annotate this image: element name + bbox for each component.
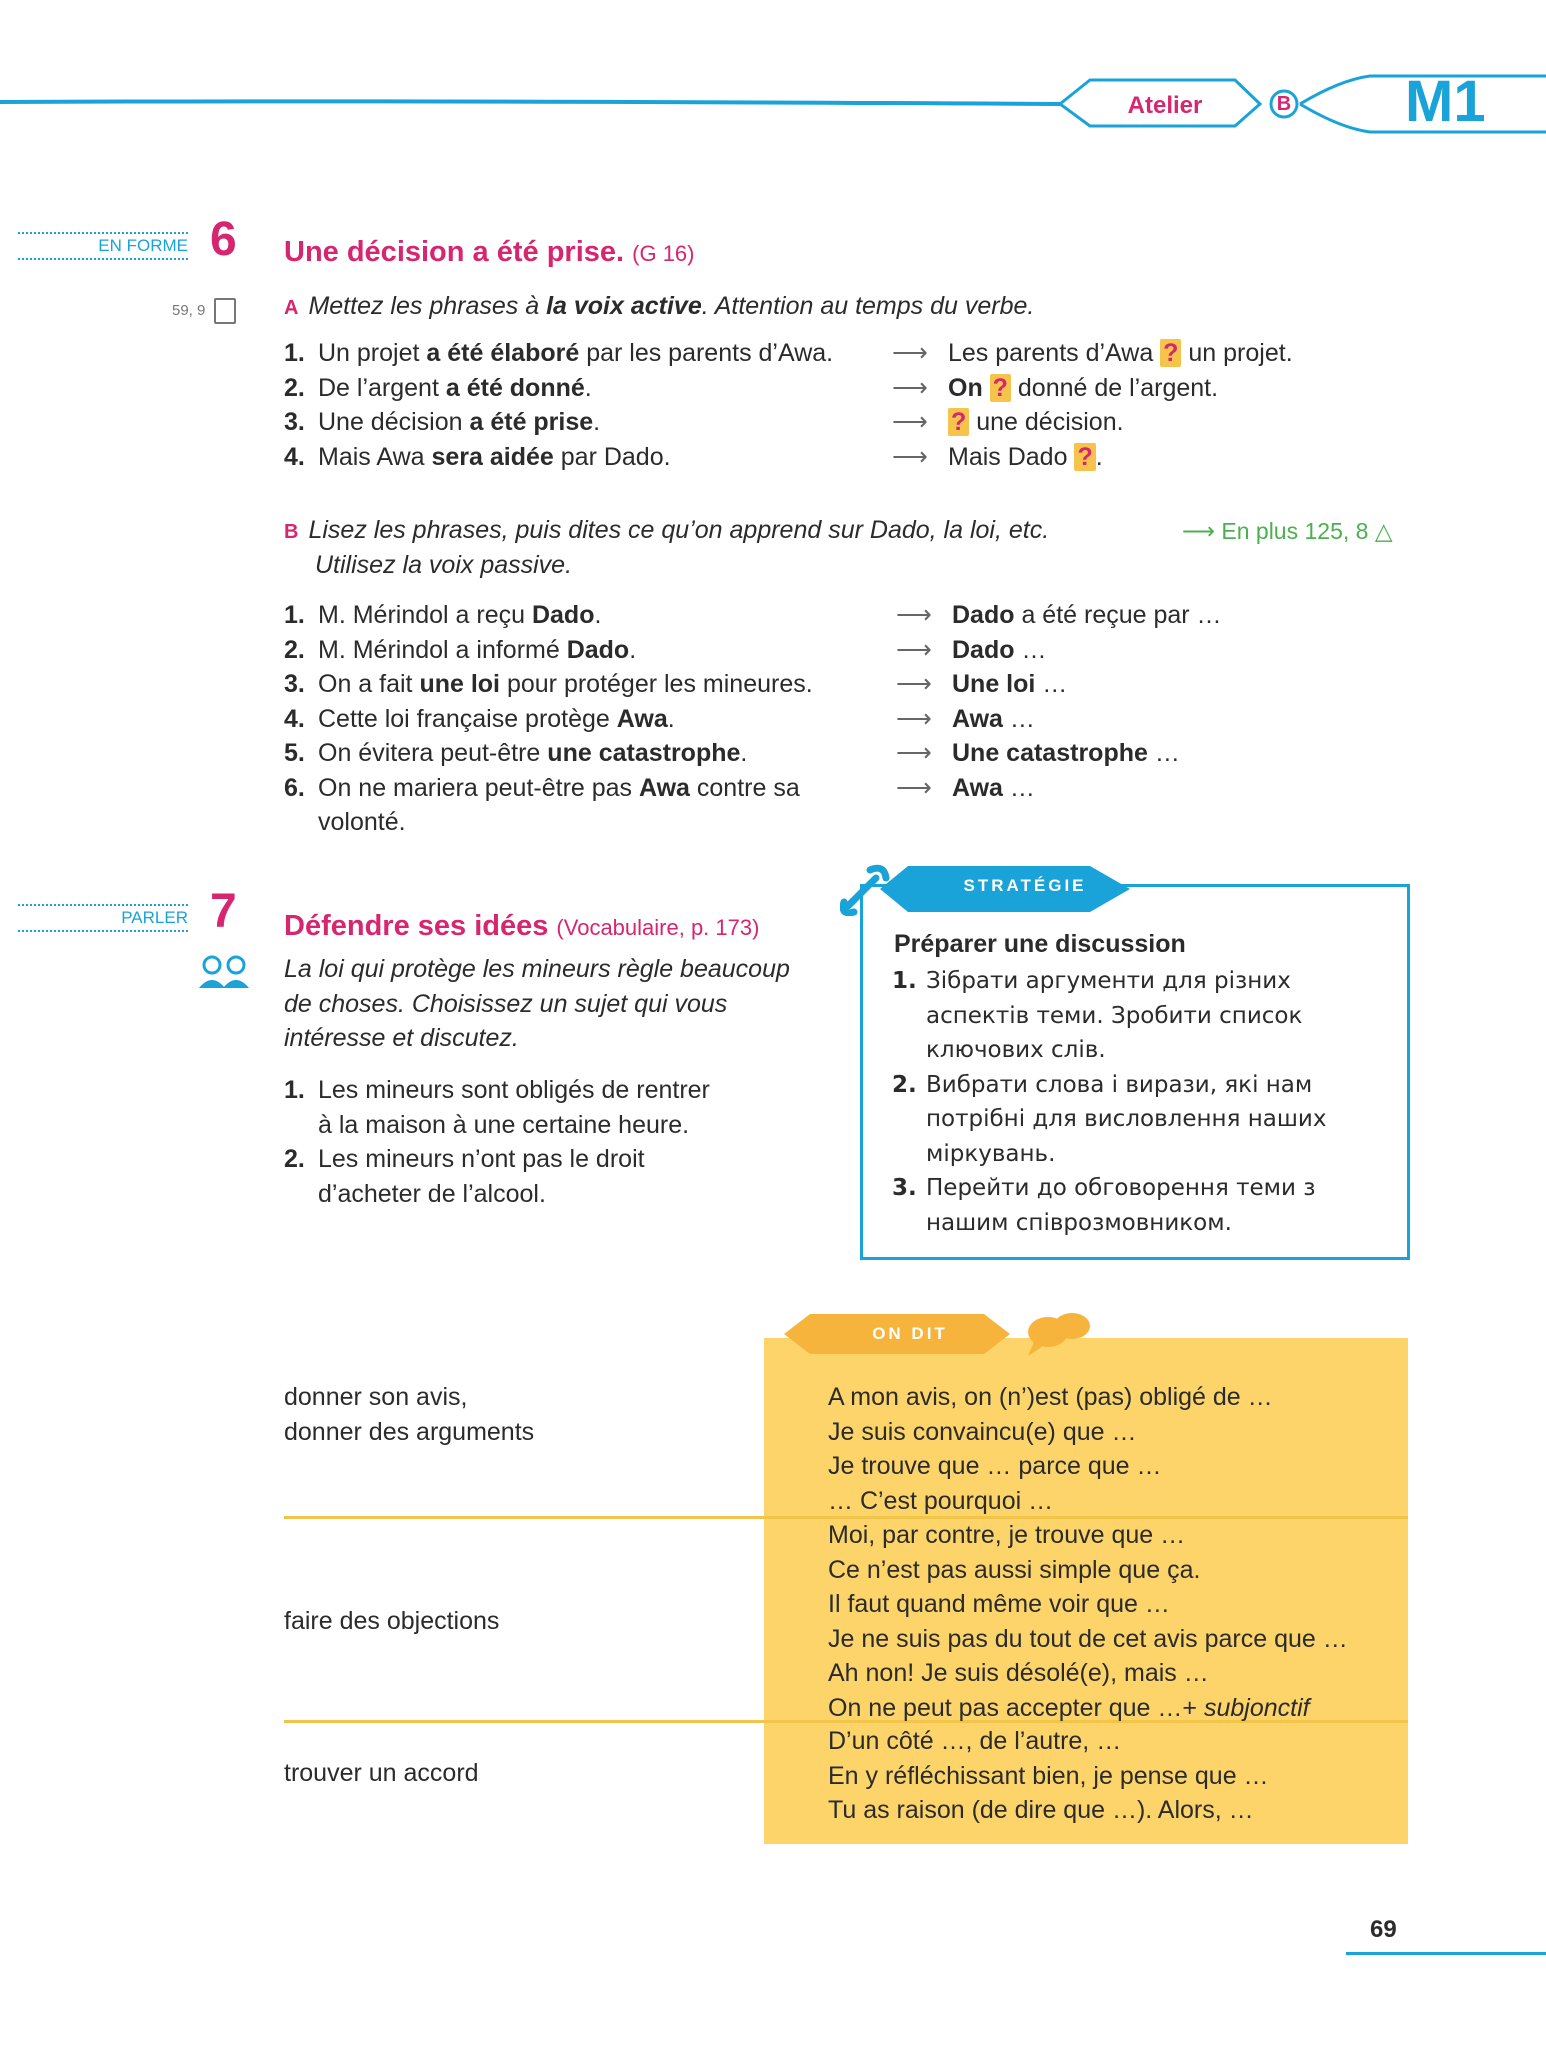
ex6a-answers xyxy=(892,336,1293,474)
module-label: M1 xyxy=(1405,69,1486,134)
on-dit-phrases xyxy=(828,1724,1269,1828)
on-dit-phrases xyxy=(828,1518,1348,1725)
ex7-title xyxy=(284,910,759,943)
phrase: Ce n’est pas aussi simple que ça. xyxy=(828,1555,1201,1584)
arrow-icon: ⟶ xyxy=(892,373,928,402)
phrase: Je suis convaincu(e) que … xyxy=(828,1417,1137,1446)
on-dit-function xyxy=(284,1756,479,1791)
phrase: En y réfléchissant bien, je pense que … xyxy=(828,1761,1269,1790)
ex7-number: 7 xyxy=(210,885,237,938)
list-item: 1. Un projet a été élaboré par les parents d’Awa. xyxy=(284,339,834,367)
answer-item: ⟶ Awa … xyxy=(896,702,1222,737)
ex6-number: 6 xyxy=(210,213,237,266)
footer-rule xyxy=(1346,1952,1546,1955)
arrow-icon: ⟶ xyxy=(896,635,932,664)
answer-item: ⟶ Une catastrophe … xyxy=(896,736,1222,771)
list-item: 2. Les mineurs n’ont pas le droit xyxy=(284,1145,645,1173)
answer-item: ⟶ Dado … xyxy=(896,633,1222,668)
ex7-title-text: Défendre ses idées xyxy=(284,910,549,942)
function-label: trouver un accord xyxy=(284,1759,479,1787)
strategy-item: 2. Вибрати слова і вирази, які нам xyxy=(892,1071,1313,1098)
workbook-icon xyxy=(214,298,236,324)
ex6b-list xyxy=(284,598,813,840)
answer-item: ⟶ Awa … xyxy=(896,771,1222,806)
on-dit-label: ON DIT xyxy=(872,1324,948,1343)
arrow-icon: ⟶ xyxy=(896,670,932,698)
workbook-ref: 59, 9 xyxy=(172,301,206,319)
answer-item: ⟶ On ? donné de l’argent. xyxy=(892,371,1293,406)
phrase: Tu as raison (de dire que …). Alors, … xyxy=(828,1796,1254,1824)
ex6-title-text: Une décision a été prise. xyxy=(284,236,625,268)
list-item-cont: d’acheter de l’alcool. xyxy=(318,1179,546,1208)
list-item: 4. Cette loi française protège Awa. xyxy=(284,704,675,733)
strategy-list xyxy=(892,964,1326,1240)
strategy-item: 3. Перейти до обговорення теми з xyxy=(892,1175,1316,1201)
strategy-item: 1. Зібрати аргументи для різних xyxy=(892,968,1291,994)
strategy-item-cont: аспектів теми. Зробити список xyxy=(926,1002,1303,1029)
phrase: Ah non! Je suis désolé(e), mais … xyxy=(828,1659,1209,1687)
instr-line: intéresse et discutez. xyxy=(284,1024,519,1052)
strategy-title: Préparer une discussion xyxy=(894,930,1186,958)
answer-item: ⟶ Mais Dado ? . xyxy=(892,440,1293,475)
gap-marker: ? xyxy=(1074,443,1095,471)
ex6a-instruction xyxy=(284,290,1034,325)
on-dit-function xyxy=(284,1604,499,1639)
function-label: donner des arguments xyxy=(284,1417,535,1446)
gap-marker: ? xyxy=(948,408,969,436)
strategy-item-cont: міркувань. xyxy=(926,1140,1056,1167)
arrow-icon: ⟶ xyxy=(896,739,932,767)
list-item-cont: volonté. xyxy=(318,808,406,836)
ex6a-instr-part: . Attention au temps du verbe. xyxy=(701,292,1035,320)
arrow-icon: ⟶ xyxy=(896,704,932,733)
ex6b-instr-line: Utilisez la voix passive. xyxy=(315,551,573,579)
instr-line: La loi qui protège les mineurs règle beaucoup xyxy=(284,955,790,983)
answer-item: ⟶ Les parents d’Awa ? un projet. xyxy=(892,336,1293,371)
on-dit-phrases xyxy=(828,1380,1273,1518)
answer-item: ⟶ Une loi … xyxy=(896,667,1222,702)
list-item: 2. De l’argent a été donné. xyxy=(284,373,592,402)
header-badge: B xyxy=(1276,93,1292,115)
header-rule xyxy=(0,60,1546,150)
phrase: Je ne suis pas du tout de cet avis parce que … xyxy=(828,1624,1348,1653)
ex7-vocab-ref: (Vocabulaire, p. 173) xyxy=(556,915,760,940)
ex6-margin-ref xyxy=(172,298,236,324)
ex6b-instr-line: Lisez les phrases, puis dites ce qu’on apprend sur Dado, la loi, etc. xyxy=(308,516,1050,544)
strategy-item-cont: ключових слів. xyxy=(926,1037,1106,1063)
ex6a-letter: A xyxy=(284,297,299,319)
function-label: faire des objections xyxy=(284,1607,500,1635)
strategy-item-cont: потрібні для висловлення наших xyxy=(926,1106,1327,1132)
en-plus-label: En plus 125, 8 △ xyxy=(1221,518,1393,544)
ex6a-instr-part: Mettez les phrases à xyxy=(308,292,547,320)
function-label: donner son avis, xyxy=(284,1383,468,1411)
list-item: 2. M. Mérindol a informé Dado. xyxy=(284,635,637,664)
ex7-tag: PARLER xyxy=(18,904,188,932)
on-dit-function xyxy=(284,1380,534,1449)
gap-marker: ? xyxy=(1160,339,1181,367)
list-item: 3. Une décision a été prise. xyxy=(284,408,601,436)
list-item: 6. On ne mariera peut-être pas Awa contre sa xyxy=(284,773,800,802)
list-item: 5. On évitera peut-être une catastrophe. xyxy=(284,739,748,767)
list-item: 1. M. Mérindol a reçu Dado. xyxy=(284,601,602,629)
strategy-item-cont: нашим співрозмовником. xyxy=(926,1209,1232,1236)
ex7-list xyxy=(284,1073,710,1211)
en-plus-link[interactable] xyxy=(1182,518,1393,545)
arrow-icon: ⟶ xyxy=(896,773,932,802)
phrase: Moi, par contre, je trouve que … xyxy=(828,1521,1186,1549)
arrow-icon: ⟶ xyxy=(896,601,932,629)
phrase: Je trouve que … parce que … xyxy=(828,1452,1162,1480)
phrase: D’un côté …, de l’autre, … xyxy=(828,1727,1122,1755)
phrase: On ne peut pas accepter que …+ subjonctif xyxy=(828,1693,1310,1722)
header-section: Atelier xyxy=(1127,92,1203,119)
ex6b-letter: B xyxy=(284,521,299,543)
answer-item: ⟶ Dado a été reçue par … xyxy=(896,598,1222,633)
pair-work-icon xyxy=(196,954,252,990)
ex6b-instruction xyxy=(284,514,1049,582)
instr-line: de choses. Choisissez un sujet qui vous xyxy=(284,989,728,1018)
gap-marker: ? xyxy=(990,374,1011,402)
list-item: 4. Mais Awa sera aidée par Dado. xyxy=(284,442,671,471)
answer-item: ⟶ ? une décision. xyxy=(892,405,1293,440)
list-item: 1. Les mineurs sont obligés de rentrer xyxy=(284,1076,710,1104)
ex6-grammar-ref: (G 16) xyxy=(632,241,695,266)
arrow-icon: ⟶ xyxy=(1182,518,1222,544)
ex6b-answers xyxy=(896,598,1222,805)
phrase: A mon avis, on (n’)est (pas) obligé de … xyxy=(828,1383,1273,1411)
ex6-title xyxy=(284,236,695,269)
list-item-cont: à la maison à une certaine heure. xyxy=(318,1110,690,1139)
arrow-icon: ⟶ xyxy=(892,339,928,367)
list-item: 3. On a fait une loi pour protéger les mineures. xyxy=(284,670,813,698)
phrase: Il faut quand même voir que … xyxy=(828,1590,1170,1618)
ex6-tag: EN FORME xyxy=(18,232,188,260)
page-number: 69 xyxy=(1370,1916,1397,1943)
phrase: … C’est pourquoi … xyxy=(828,1486,1054,1515)
arrow-icon: ⟶ xyxy=(892,408,928,436)
arrow-icon: ⟶ xyxy=(892,442,928,471)
strategy-label: STRATÉGIE xyxy=(963,876,1087,895)
ex7-instruction xyxy=(284,952,790,1056)
ex6a-list xyxy=(284,336,833,474)
ex6a-instr-bold: la voix active xyxy=(546,292,702,320)
